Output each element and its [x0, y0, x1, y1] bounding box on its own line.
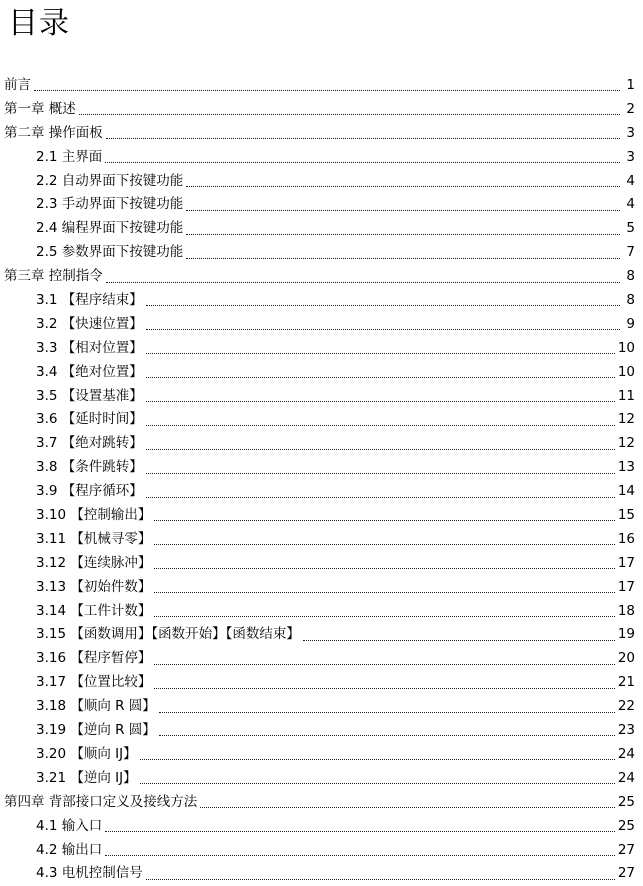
toc-entry-label: 3.21 【逆向 IJ】	[36, 769, 137, 786]
toc-entry-page-number: 18	[617, 602, 635, 619]
toc-dot-leader	[146, 353, 615, 354]
toc-entry-page-number: 13	[617, 459, 635, 476]
toc-dot-leader	[186, 234, 620, 235]
toc-dot-leader	[140, 759, 615, 760]
toc-entry[interactable]	[0, 170, 643, 194]
toc-entry[interactable]	[0, 241, 643, 265]
toc-dot-leader	[154, 664, 614, 665]
toc-entry-page-number: 4	[626, 196, 635, 213]
toc-entry-page-number: 11	[617, 387, 635, 404]
toc-entry[interactable]	[0, 146, 643, 170]
toc-entry-label: 3.7 【绝对跳转】	[36, 435, 143, 452]
toc-dot-leader	[106, 282, 620, 283]
toc-entry-label: 3.11 【机械寻零】	[36, 530, 152, 547]
toc-entry-label: 4.3 电机控制信号	[36, 865, 143, 882]
toc-entry-label: 3.20 【顺向 IJ】	[36, 745, 137, 762]
page-title: 目录	[8, 6, 70, 41]
toc-dot-leader	[105, 831, 615, 832]
toc-entry-label: 3.15 【函数调用】【函数开始】【函数结束】	[36, 626, 300, 643]
toc-entry[interactable]	[0, 361, 643, 385]
toc-entry[interactable]	[0, 743, 643, 767]
toc-entry-page-number: 16	[617, 530, 635, 547]
toc-entry-label: 3.1 【程序结束】	[36, 292, 143, 309]
toc-dot-leader	[154, 544, 614, 545]
toc-entry-page-number: 15	[617, 507, 635, 524]
toc-entry-label: 3.12 【连续脉冲】	[36, 554, 152, 571]
toc-entry-page-number: 14	[617, 483, 635, 500]
toc-entry[interactable]	[0, 862, 643, 886]
toc-entry-label: 3.14 【工件计数】	[36, 602, 152, 619]
toc-list	[0, 74, 643, 886]
toc-entry[interactable]	[0, 98, 643, 122]
toc-entry-page-number: 24	[617, 745, 635, 762]
toc-entry[interactable]	[0, 217, 643, 241]
toc-entry-page-number: 25	[617, 793, 635, 810]
toc-dot-leader	[146, 329, 620, 330]
toc-dot-leader	[146, 305, 620, 306]
toc-dot-leader	[154, 592, 614, 593]
toc-entry-label: 3.9 【程序循环】	[36, 483, 143, 500]
toc-entry-label: 4.1 输入口	[36, 817, 103, 834]
toc-entry-page-number: 4	[626, 172, 635, 189]
toc-entry-label: 第四章 背部接口定义及接线方法	[4, 793, 198, 810]
toc-entry-page-number: 10	[617, 363, 635, 380]
toc-entry-label: 第二章 操作面板	[4, 124, 103, 141]
toc-entry[interactable]	[0, 647, 643, 671]
toc-entry[interactable]	[0, 600, 643, 624]
toc-dot-leader	[146, 377, 615, 378]
toc-entry-page-number: 1	[626, 77, 635, 93]
toc-entry-label: 2.4 编程界面下按键功能	[36, 220, 184, 237]
toc-entry[interactable]	[0, 528, 643, 552]
toc-dot-leader	[159, 735, 615, 736]
toc-entry-page-number: 24	[617, 769, 635, 786]
toc-entry[interactable]	[0, 385, 643, 409]
toc-dot-leader	[154, 616, 614, 617]
toc-entry-page-number: 8	[626, 292, 635, 309]
toc-entry[interactable]	[0, 719, 643, 743]
toc-dot-leader	[106, 138, 620, 139]
toc-entry[interactable]	[0, 456, 643, 480]
toc-entry-label: 2.2 自动界面下按键功能	[36, 172, 184, 189]
toc-dot-leader	[79, 114, 620, 115]
toc-entry-page-number: 27	[617, 841, 635, 858]
toc-entry[interactable]	[0, 504, 643, 528]
toc-entry-label: 3.2 【快速位置】	[36, 315, 143, 332]
toc-dot-leader	[146, 473, 615, 474]
toc-entry-label: 2.3 手动界面下按键功能	[36, 196, 184, 213]
toc-entry[interactable]	[0, 313, 643, 337]
toc-entry-label: 2.5 参数界面下按键功能	[36, 244, 184, 261]
toc-entry[interactable]	[0, 576, 643, 600]
toc-dot-leader	[159, 712, 615, 713]
toc-dot-leader	[186, 210, 620, 211]
toc-entry-page-number: 22	[617, 698, 635, 715]
toc-entry-page-number: 19	[617, 626, 635, 643]
toc-dot-leader	[303, 640, 615, 641]
toc-entry-label: 第一章 概述	[4, 100, 76, 117]
toc-entry-page-number: 23	[617, 722, 635, 739]
toc-entry-page-number: 3	[626, 124, 635, 141]
toc-entry-label: 3.5 【设置基准】	[36, 387, 143, 404]
toc-entry-page-number: 3	[626, 148, 635, 165]
toc-entry-page-number: 9	[626, 315, 635, 332]
toc-dot-leader	[140, 783, 615, 784]
toc-entry[interactable]	[0, 767, 643, 791]
toc-entry-page-number: 2	[626, 100, 635, 117]
toc-dot-leader	[146, 425, 615, 426]
toc-entry-label: 3.8 【条件跳转】	[36, 459, 143, 476]
toc-entry-page-number: 17	[617, 554, 635, 571]
toc-entry-page-number: 20	[617, 650, 635, 667]
toc-entry-page-number: 27	[617, 865, 635, 882]
toc-entry-label: 3.18 【顺向 R 圆】	[36, 698, 156, 715]
toc-dot-leader	[186, 186, 620, 187]
toc-entry[interactable]	[0, 695, 643, 719]
toc-entry[interactable]	[0, 74, 643, 98]
toc-entry[interactable]	[0, 122, 643, 146]
toc-entry-label: 3.6 【延时时间】	[36, 411, 143, 428]
toc-entry-page-number: 7	[626, 244, 635, 261]
toc-dot-leader	[105, 855, 615, 856]
toc-entry[interactable]	[0, 815, 643, 839]
toc-dot-leader	[34, 90, 620, 91]
toc-dot-leader	[146, 449, 615, 450]
toc-entry-page-number: 12	[617, 435, 635, 452]
toc-entry-label: 3.19 【逆向 R 圆】	[36, 722, 156, 739]
toc-entry-page-number: 5	[626, 220, 635, 237]
toc-entry-label: 3.4 【绝对位置】	[36, 363, 143, 380]
toc-entry[interactable]	[0, 265, 643, 289]
toc-entry[interactable]	[0, 623, 643, 647]
toc-entry-label: 3.13 【初始件数】	[36, 578, 152, 595]
toc-entry[interactable]	[0, 480, 643, 504]
toc-dot-leader	[154, 688, 614, 689]
toc-dot-leader	[154, 568, 614, 569]
toc-dot-leader	[146, 401, 615, 402]
toc-entry-label: 3.16 【程序暂停】	[36, 650, 152, 667]
toc-entry-page-number: 17	[617, 578, 635, 595]
toc-entry-page-number: 8	[626, 268, 635, 285]
toc-entry[interactable]	[0, 671, 643, 695]
toc-entry-label: 前言	[4, 77, 31, 93]
toc-entry-label: 2.1 主界面	[36, 148, 103, 165]
toc-dot-leader	[186, 258, 620, 259]
toc-entry[interactable]	[0, 193, 643, 217]
toc-entry[interactable]	[0, 337, 643, 361]
toc-entry-label: 第三章 控制指令	[4, 268, 103, 285]
toc-entry[interactable]	[0, 552, 643, 576]
toc-dot-leader	[154, 520, 614, 521]
toc-entry[interactable]	[0, 408, 643, 432]
toc-entry-label: 3.10 【控制输出】	[36, 507, 152, 524]
toc-entry-label: 4.2 输出口	[36, 841, 103, 858]
toc-entry-page-number: 12	[617, 411, 635, 428]
toc-entry[interactable]	[0, 839, 643, 863]
toc-entry-page-number: 10	[617, 339, 635, 356]
toc-entry-page-number: 25	[617, 817, 635, 834]
toc-entry-label: 3.17 【位置比较】	[36, 674, 152, 691]
toc-entry[interactable]	[0, 791, 643, 815]
toc-dot-leader	[146, 497, 615, 498]
toc-dot-leader	[105, 162, 620, 163]
toc-entry-label: 3.3 【相对位置】	[36, 339, 143, 356]
toc-entry-page-number: 21	[617, 674, 635, 691]
toc-entry[interactable]	[0, 432, 643, 456]
toc-entry[interactable]	[0, 289, 643, 313]
toc-dot-leader	[200, 807, 615, 808]
